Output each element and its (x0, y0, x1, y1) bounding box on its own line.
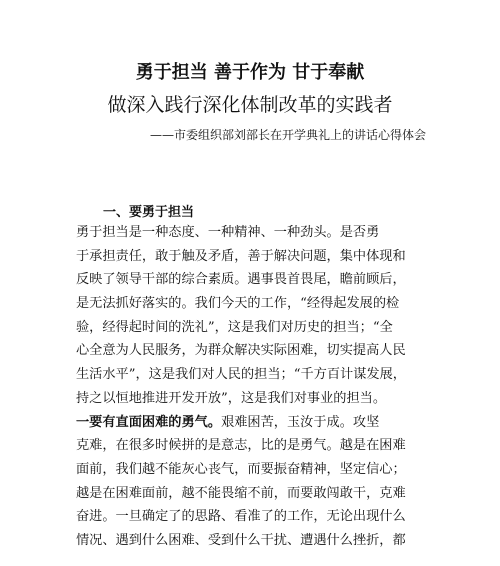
paragraph-line: 生活水平”，这是我们对人民的担当；“千方百计谋发展， (76, 367, 406, 383)
paragraph-line: 越是在困难面前，越不能畏缩不前，而要敢闯敢干，克难 (76, 485, 406, 501)
paragraph-line: 奋进。一旦确定了的思路、看准了的工作，无论出现什么 (76, 509, 406, 525)
paragraph-line: 反映了领导干部的综合素质。遇事畏首畏尾，瞻前顾后， (76, 272, 406, 288)
paragraph-line: 心全意为人民服务，为群众解决实际困难，切实提高人民 (76, 343, 406, 359)
body-text (76, 221, 424, 553)
paragraph-line: 克难，在很多时候拼的是意志，比的是勇气。越是在困难 (76, 438, 406, 454)
paragraph-line: 面前，我们越不能灰心丧气，而要振奋精神，坚定信心； (76, 461, 406, 477)
paragraph-text: 艰难困苦，玉汝于成。攻坚 (221, 414, 380, 430)
section-heading: 一、要勇于担当 (103, 205, 195, 220)
paragraph-line: 验，经得起时间的洗礼”，这是我们对历史的担当；“全 (76, 319, 393, 335)
paragraph-line: 情况、遇到什么困难、受到什么干扰、遭遇什么挫折，都 (76, 532, 406, 548)
paragraph-line (76, 411, 424, 435)
document-title: 勇于担当 善于作为 甘于奉献 (135, 62, 365, 83)
paragraph-line: 勇于担当是一种态度、一种精神、一种劲头。是否勇 (76, 225, 380, 240)
document-subtitle: ——市委组织部刘部长在开学典礼上的讲话心得体会 (150, 128, 427, 142)
document-title-line2: 做深入践行深化体制改革的实践者 (107, 94, 393, 116)
paragraph-line: 是无法抓好落实的。我们今天的工作，“经得起发展的检 (76, 296, 400, 312)
subheading-inline: 一要有直面困难的勇气。 (76, 414, 222, 430)
paragraph-line: 持之以恒地推进开发开放”，这是我们对事业的担当。 (76, 390, 387, 406)
paragraph-line: 于承担责任，敢于触及矛盾，善于解决问题，集中体现和 (76, 248, 406, 264)
